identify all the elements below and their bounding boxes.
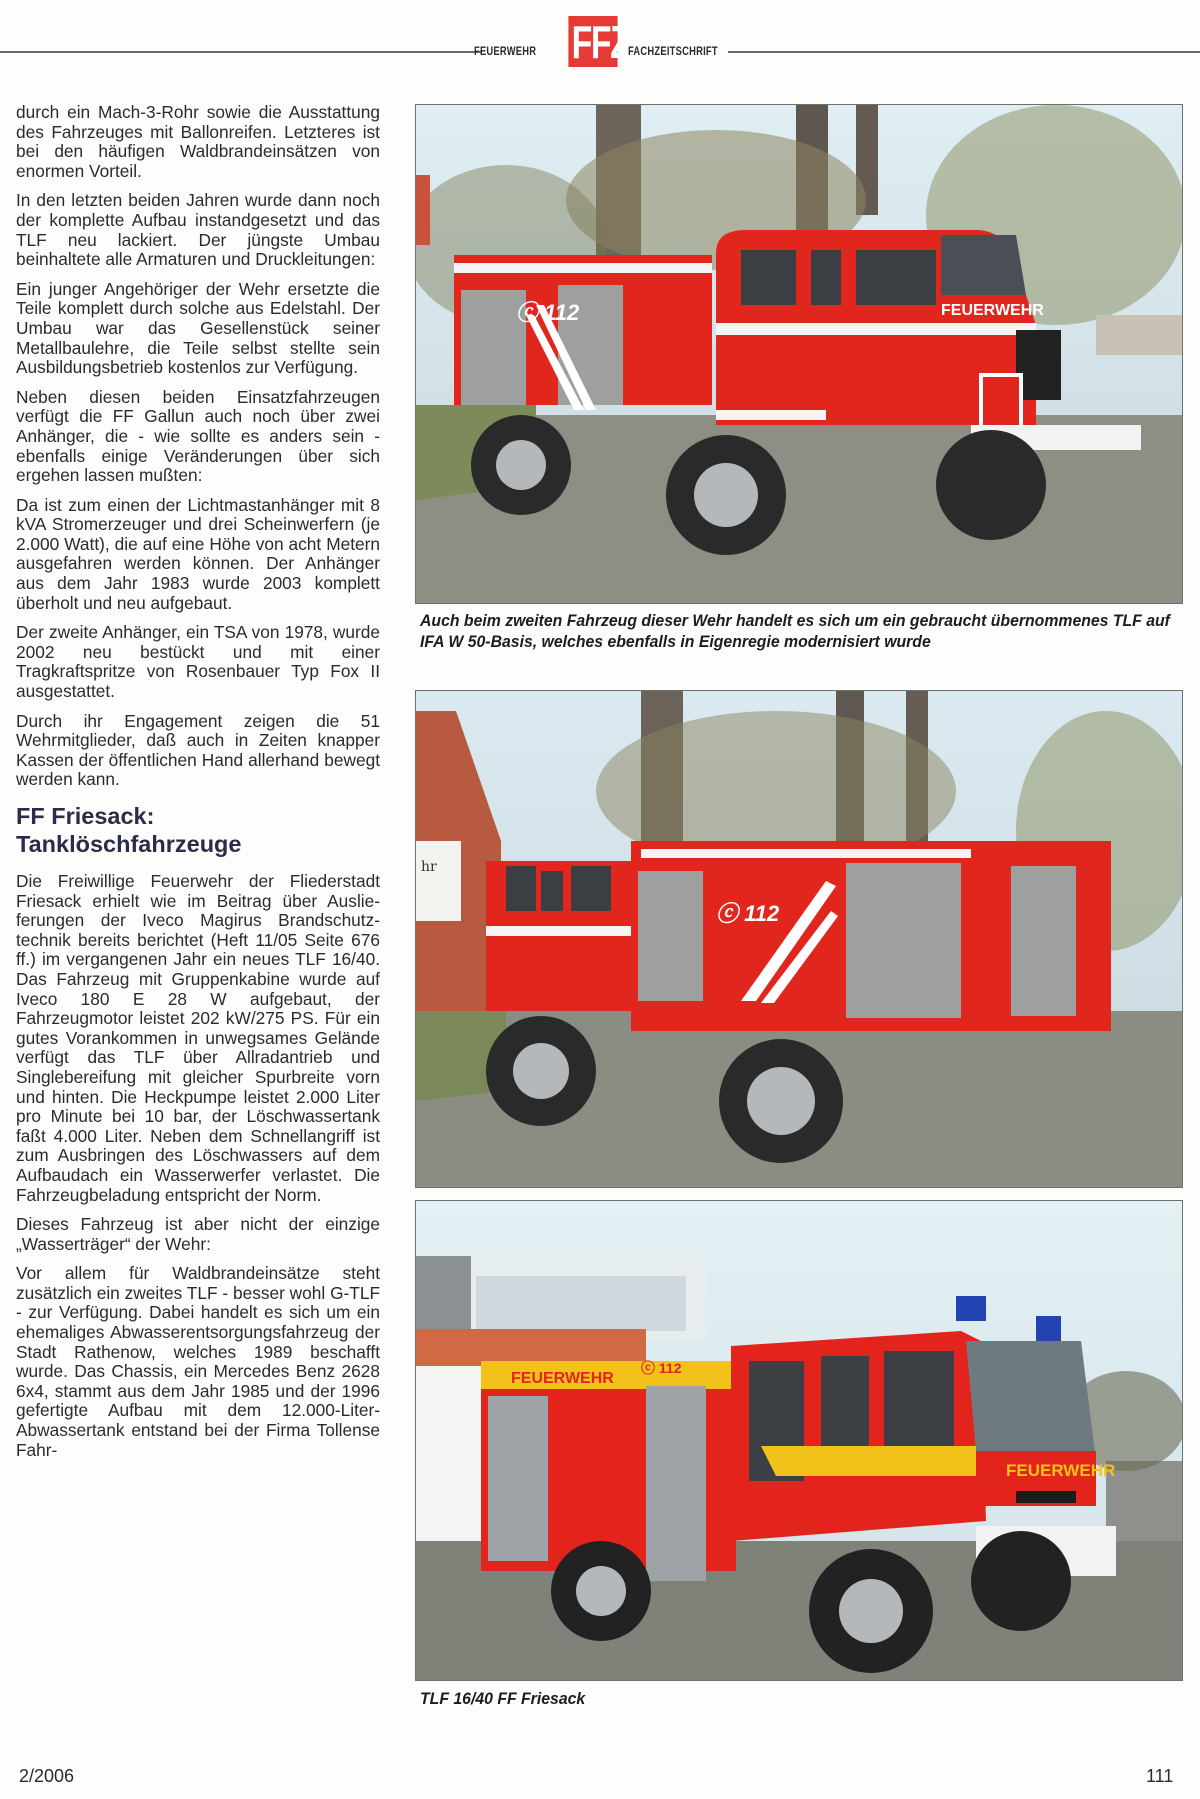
svg-text:ⓒ 112: ⓒ 112 (641, 1360, 682, 1376)
section-heading-line1: FF Friesack: (16, 803, 155, 829)
photo-tlf-16-40-friesack (415, 1200, 1183, 1681)
photo-ifa-w50-front (415, 104, 1183, 604)
photo-caption-3: TLF 16/40 FF Friesack (420, 1689, 586, 1708)
paragraph: Ein junger Angehöriger der Wehr ersetzte die Teile komplett durch solche aus Edelstahl. Der Umbau war das Gesellenstück seiner Metallbaulehre, die Teile selbst stellte sein Ausbildungsbetrieb kostenlos zur Verfügung. (16, 278, 380, 378)
photo-caption-1: Auch beim zweiten Fahrzeug dieser Wehr handelt es sich um ein gebraucht übernommenes TLF auf IFA W 50-Basis, welches ebenfalls in Eigenregie modernisiert wurde (420, 611, 1170, 651)
ffz-logo: FFZ (568, 16, 617, 67)
paragraph: In den letzten beiden Jahren wurde dann noch der komplette Aufbau instandgesetzt und das TLF neu lackiert. Der jüngste Umbau beinhaltete alle Armaturen und Druckleitungen: (16, 190, 380, 270)
masthead-word-fachzeitschrift: FACHZEITSCHRIFT (628, 44, 718, 58)
svg-text:ⓒ 112: ⓒ 112 (516, 300, 580, 325)
masthead (0, 0, 1200, 90)
section-heading (16, 802, 380, 858)
svg-text:hr: hr (421, 859, 437, 875)
page-number: 111 (1146, 1766, 1174, 1786)
article-column (16, 103, 380, 1470)
svg-text:ⓒ 112: ⓒ 112 (716, 901, 780, 926)
masthead-rule-left (0, 51, 482, 53)
section-heading-line2: Tanklöschfahrzeuge (16, 831, 242, 857)
masthead-rule-right (728, 51, 1200, 53)
paragraph: Der zweite Anhänger, ein TSA von 1978, wurde 2002 neu bestückt und mit einer Tragkraftspritze von Rosenbauer Typ Fox II ausgestattet. (16, 622, 380, 702)
paragraph: Da ist zum einen der Lichtmastanhänger mit 8 kVA Stromerzeuger und drei Scheinwerfern (je 2.000 Watt), die auf eine Höhe von acht Metern ausgefahren werden können. Der Anhänger aus dem Jahr 1983 wurde 2003 komplett überholt und neu aufgebaut. (16, 494, 380, 613)
paragraph: Die Freiwillige Feuerwehr der Fliederstadt Friesack erhielt wie im Beitrag über Auslieferungen der Iveco Magirus Brandschutztechnik bereits berichtet (Heft 11/05 Seite 676 ff.) im vergangenen Jahr ein neues TLF 16/40. Das Fahrzeug mit Gruppenkabine wurde auf Iveco 180 E 28 W aufgebaut, der Fahrzeugmotor leistet 202 kW/275 PS. Für ein gutes Vorankommen in unwegsames Gelände verfügt das TLF über Allradantrieb und Singlebereifung mit gleicher Spurbreite vorn und hinten. Die Heckpumpe leistet 2.000 Liter pro Minute bei 10 bar, der Löschwassertank faßt 4.000 Liter. Neben dem Schnellangriff ist zum Ausbringen des Löschwassers auf dem Aufbaudach ein Wasserwerfer verlastet. Die Fahrzeugbeladung entspricht der Norm. (16, 871, 380, 1205)
svg-text:FEUERWEHR: FEUERWEHR (941, 302, 1044, 319)
paragraph: Vor allem für Waldbrandeinsätze steht zusätzlich ein zweites TLF - besser wohl G-TLF - zur Verfügung. Dabei handelt es sich um ein ehemaliges Abwasserentsorgungsfahrzeug der Stadt Rathenow, welches 1989 beschafft wurde. Das Chassis, ein Mercedes Benz 2628 6x4, stammt aus dem Jahr 1985 und der 1996 gefertigte Aufbau mit dem 12.000-Liter-Abwassertank entstand bei der Firma Tollense Fahr- (16, 1263, 380, 1460)
svg-text:FEUERWEHR: FEUERWEHR (511, 1370, 614, 1387)
masthead-word-feuerwehr: FEUERWEHR (474, 44, 537, 58)
photo-ifa-w50-rear (415, 690, 1183, 1188)
paragraph: durch ein Mach-3-Rohr sowie die Ausstattung des Fahrzeuges mit Ballonreifen. Letzteres ist bei den häufigen Waldbrandeinsätzen von enormen Vorteil. (16, 102, 380, 181)
paragraph: Dieses Fahrzeug ist aber nicht der einzige „Wasserträger“ der Wehr: (16, 1214, 380, 1254)
paragraph: Durch ihr Engagement zeigen die 51 Wehrmitglieder, daß auch in Zeiten knapper Kassen der öffentlichen Hand allerhand bewegt werden kann. (16, 710, 380, 790)
svg-text:FEUERWEHR: FEUERWEHR (1006, 1461, 1116, 1480)
paragraph: Neben diesen beiden Einsatzfahrzeugen verfügt die FF Gallun auch noch über zwei Anhänger, die - wie sollte es anders sein - ebenfalls einige Veränderungen über sich ergehen lassen mußten: (16, 386, 380, 486)
issue-number: 2/2006 (19, 1766, 75, 1786)
